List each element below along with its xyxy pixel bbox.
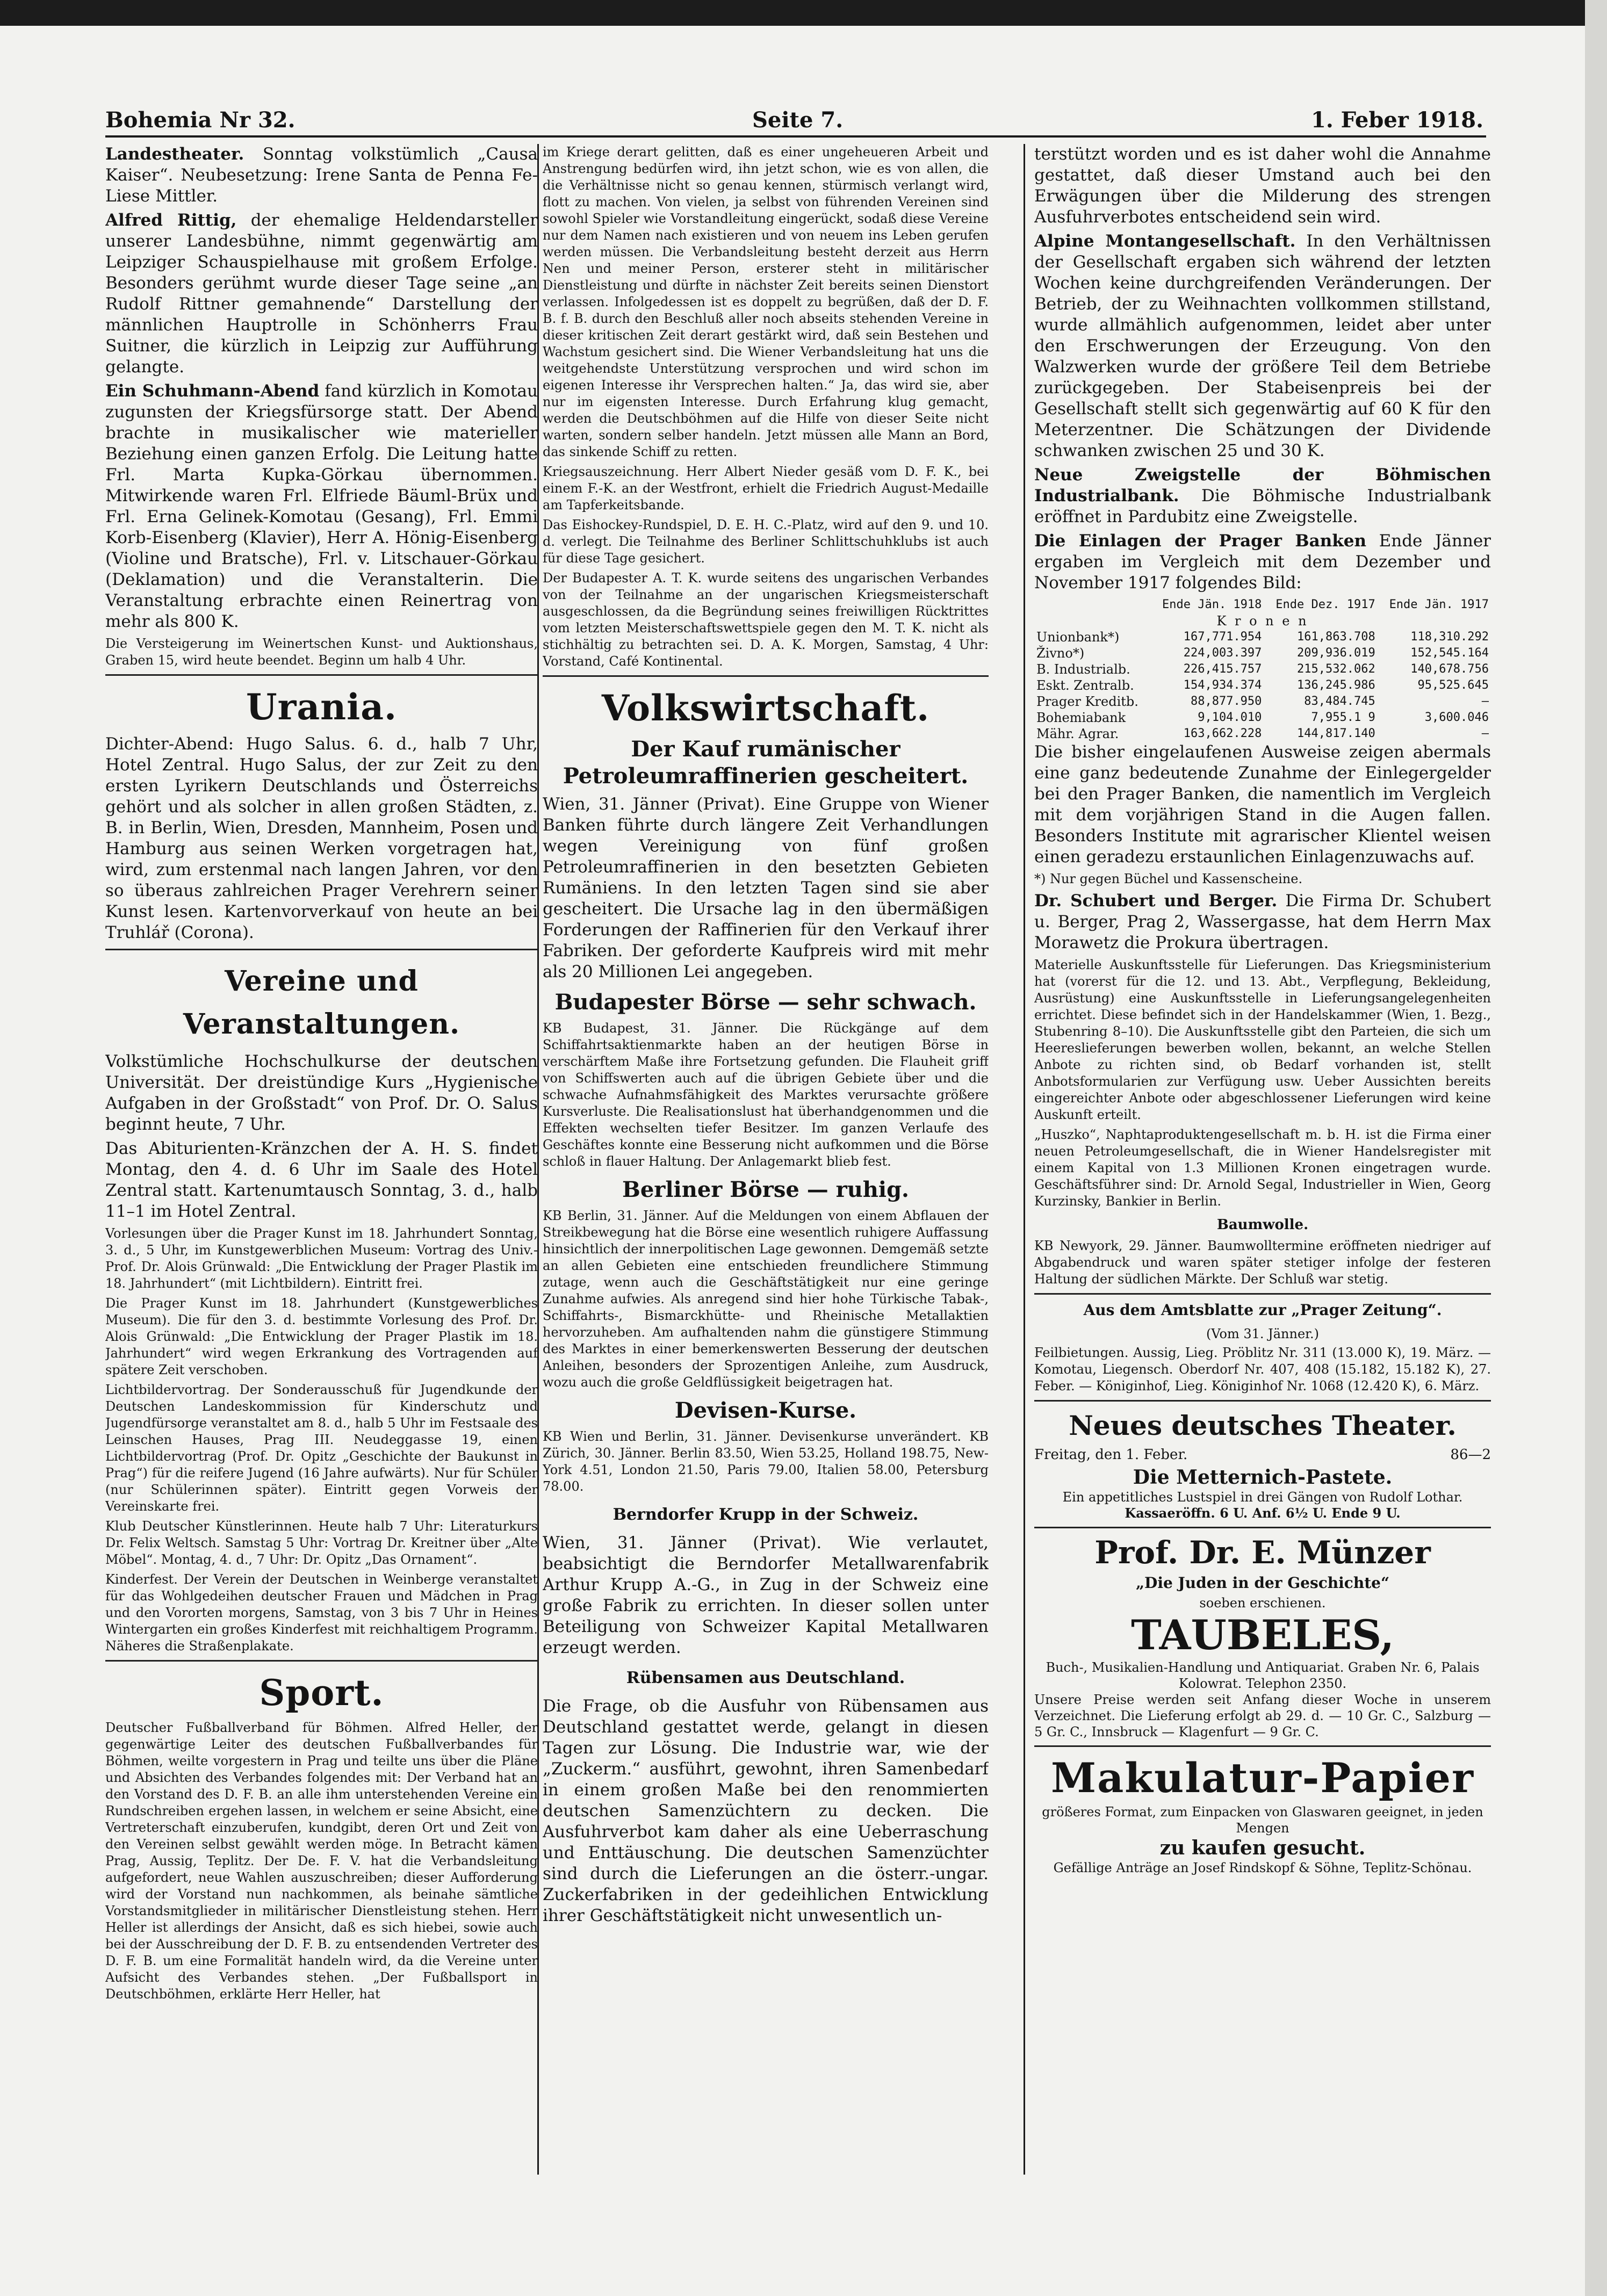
divider [105, 674, 538, 676]
notice-kinderfest: Kinderfest. Der Verein der Deutschen in Weinberge veranstaltet für das Wohlgedeihen deutscher Frauen und Mädchen in Prag und den Vororten morgens, Samstag, von 3 bis 7 Uhr in Heines Wintergarten ein großes Kinderfest mit reichhaltigem Programm. Näheres die Straßenplakate. [105, 1572, 538, 1654]
headline-berlin: Berliner Börse — ruhig. [622, 1177, 909, 1202]
muenzer-ad [1034, 1534, 1491, 1740]
article-sport-cont: im Kriege derart gelitten, daß es einer ungeheueren Arbeit und Anstrengung bedürfen wird, ihn jetzt schon, wie es von allen, die die Verhältnisse nicht so genau kennen, stürmisch verlangt wird, flott zu machen. Von vielen, ja selbst von führenden Vereinen sind sowohl Spieler wie Vorstandleitung eingerückt, sodaß diese Vereine nur dem Namen nach existieren und von neuem ins Leben gerufen werden müssen. Die Verbandsleitung besteht derzeit aus Herrn Nen und meiner Person, ersterer steht in militärischer Dienstleistung und dürfte in nächster Zeit bereits seinen Dienstort verlassen. Infolgedessen ist es doppelt zu begrüßen, daß der D. F. B. f. B. durch den Beschluß aller noch abseits stehenden Vereine in dieser kritischen Zeit derart gestärkt wird, daß sein Bestehen und Wachstum gesichert sind. Die Wiener Verbandsleitung hat uns die weitgehendste Unterstützung versprochen und wird schon im eigenen Interesse ihr Versprechen halten.“ Ja, das wird sie, aber nur im eigensten Interesse. Durch Erfahrung klug gemacht, werden die Deutschböhmen auf die Hilfe von dieser Seite nicht warten, sondern selber handeln. Jetzt müssen alle Mann an Bord, das sinkende Schiff zu retten. [543, 145, 989, 459]
theater-number: 86—2 [1450, 1447, 1491, 1463]
notice-eishockey: Das Eishockey-Rundspiel, D. E. H. C.-Platz, wird auf den 9. und 10. d. verlegt. Die Teilnahme des Berliner Schlittschuhklubs ist auch für diese Tage gesichert. [543, 517, 989, 566]
table-cell: Mähr. Agrar. [1036, 726, 1119, 741]
section-title-sport: Sport. [259, 1672, 384, 1714]
article-landestheater [105, 144, 538, 207]
notice-auction: Die Versteigerung im Weinertschen Kunst- und Auktionshaus, Graben 15, wird heute beendet. Beginn um halb 4 Uhr. [105, 636, 538, 668]
bank-deposits-table [1034, 597, 1491, 742]
notice-atk: Der Budapester A. T. K. wurde seitens des ungarischen Verbandes von der Teilnahme an der ungarischen Kriegsmeisterschaft ausgeschlossen, da die Begründung seines freiwilligen Rücktrittes vom letzten Meisterschaftswettspiele gegen den M. T. K. nicht als stichhältig zu betrachten sei. D. A. K. Morgen, Samstag, 4 Uhr: Vorstand, Café Kontinental. [543, 571, 989, 669]
muenzer-subtitle: „Die Juden in der Geschichte“ [1135, 1574, 1390, 1592]
makulatur-ad [1034, 1752, 1491, 1876]
headline-baumwolle: Baumwolle. [1216, 1217, 1309, 1233]
divider [1034, 1527, 1491, 1528]
article-einlagen-comment: Die bisher eingelaufenen Ausweise zeigen abermals eine ganz bedeutende Zunahme der Einlegergelder bei den Prager Banken, die namentlich im Vergleich mit dem vorjährigen Stand in die Augen fallen. Besonders Institute mit agrarischer Klientel weisen einen geradezu erstaunlichen Einlagenzuwachs auf. [1034, 742, 1491, 867]
theater-date: Freitag, den 1. Feber. [1034, 1447, 1188, 1463]
headline-devisen: Devisen-Kurse. [674, 1398, 857, 1423]
header-left: Bohemia Nr 32. [105, 107, 296, 133]
article-einlagen [1034, 531, 1491, 594]
headline-berndorfer: Berndorfer Krupp in der Schweiz. [612, 1505, 919, 1524]
article-alpine [1034, 231, 1491, 461]
table-cell: 136,245.986 [1297, 678, 1375, 692]
article-berndorfer: Wien, 31. Jänner (Privat). Wie verlautet, beabsichtigt die Berndorfer Metallwarenfabrik Arthur Krupp A.-G., in Zug in der Schweiz eine große Fabrik zu errichten. In dieser sollen unter Beteiligung von Schweizer Kapital Metallwaren erzeugt werden. [543, 1533, 989, 1657]
table-cell: 140,678.756 [1410, 662, 1489, 676]
headline-budapest: Budapester Börse — sehr schwach. [554, 990, 977, 1015]
theater-play: Die Metternich-Pastete. [1133, 1466, 1393, 1489]
table-row [1034, 710, 1491, 726]
table-cell: 83,484.745 [1304, 695, 1375, 708]
table-cell: Prager Kreditb. [1036, 694, 1138, 709]
makulatur-contact: Gefällige Anträge an Josef Rindskopf & Söhne, Teplitz-Schönau. [1053, 1860, 1472, 1875]
theater-title: Neues deutsches Theater. [1069, 1410, 1457, 1441]
lead: Die Einlagen der Prager Banken [1034, 531, 1367, 551]
article-urania: Dichter-Abend: Hugo Salus. 6. d., halb 7 Uhr, Hotel Zentral. Hugo Salus, der zur Zeit zu den ersten Lyrikern Deutschlands und Österreichs gehört und als solcher in allen großen Städten, z. B. in Berlin, Wien, Dresden, Mannheim, Posen und Hamburg aus seinen Werken vorgetragen hat, wird, zum erstenmal nach langen Jahren, vor den so überaus zahlreichen Prager Verehrern seiner Kunst lesen. Kartenvorverkauf von heute an bei Truhlář (Corona). [105, 734, 538, 942]
table-cell: 154,934.374 [1183, 678, 1262, 692]
lead: Ein Schuhmann-Abend [105, 381, 320, 401]
section-title-urania: Urania. [246, 686, 397, 728]
table-header-cell: Ende Dez. 1917 [1275, 598, 1375, 611]
table-cell: Eskt. Zentralb. [1036, 678, 1134, 693]
table-header-cell [1034, 597, 1150, 613]
lead: Landestheater. [105, 145, 244, 164]
scan-top-border [0, 0, 1607, 26]
table-cell: 118,310.292 [1410, 630, 1489, 644]
table-cell: 88,877.950 [1190, 695, 1262, 708]
article-ruebensamen: Die Frage, ob die Ausfuhr von Rübensamen aus Deutschland gestattet werde, gelangt in diesen Tagen zur Lösung. Die Industrie war, wie der „Zuckerm.“ ausführt, gewohnt, ihren Samenbedarf in einem großen Maße bei den renommierten deutschen Samenzüchtern zu decken. Die Ausfuhrverbot kam daher als eine Ueberraschung und Enttäuschung. Die deutschen Samenzüchter sind durch die Lieferungen an die österr.-ungar. Zuckerfabriken in der gedeihlichen Entwicklung ihrer Geschäftstätigkeit nicht unwesentlich un- [543, 1696, 989, 1925]
footnote: *) Nur gegen Büchel und Kassenscheine. [1034, 871, 1303, 886]
notice-prager-kunst: Die Prager Kunst im 18. Jahrhundert (Kunstgewerbliches Museum). Die für den 3. d. bestimmte Vorlesung des Prof. Dr. Alois Grünwald: „Die Entwicklung der Prager Plastik im 18. Jahrhundert“ wird wegen Erkrankung des Vortragenden auf spätere Zeit verschoben. [105, 1296, 538, 1377]
article-devisen: KB Wien und Berlin, 31. Jänner. Devisenkurse unverändert. KB Zürich, 30. Jänner. Berlin 83.50, Wien 53.25, Holland 198.75, New-York 4.51, London 21.50, Paris 79.00, Italien 58.00, Petersburg 78.00. [543, 1429, 989, 1494]
table-cell: 215,532.062 [1297, 662, 1375, 676]
theater-ad [1034, 1407, 1491, 1521]
article-schuhmann [105, 381, 538, 632]
divider [1034, 1400, 1491, 1402]
lead: Dr. Schubert und Berger. [1034, 891, 1278, 911]
makulatur-title: Makulatur-Papier [1050, 1754, 1475, 1802]
table-cell: 226,415.757 [1183, 662, 1262, 676]
table-row [1034, 645, 1491, 661]
article-industrialbank [1034, 465, 1491, 528]
headline-ruebensamen: Rübensamen aus Deutschland. [626, 1669, 905, 1687]
article-berlin: KB Berlin, 31. Jänner. Auf die Meldungen von einem Abflauen der Streikbewegung hat die Börse eine wesentlich ruhigere Auffassung hinsichtlich der innerpolitischen Lage gewonnen. Demgemäß setzte an allen Gebieten eine entschieden freundlichere Stimmung zutage, wenn auch die Geschäftstätigkeit nur eine geringe Zunahme aufwies. Als anregend sind hier hohe Türkische Tabak-, Schiffahrts-, Bismarckhütte- und Rheinische Metallaktien hervorzuheben. Am aufhaltenden nahm die günstigere Stimmung des Marktes in einer bemerkenswerten Besserung der deutschen Anleihen, besonders der Sprozentigen Anleihe, zum Ausdruck, wozu auch die große Geldflüssigkeit beigetragen hat. [543, 1208, 989, 1390]
table-cell: Unionbank*) [1036, 630, 1120, 645]
notice-lichtbild: Lichtbildervortrag. Der Sonderausschuß für Jugendkunde der Deutschen Landeskommission für Kinderschutz und Jugendfürsorge veranstaltet am 8. d., halb 5 Uhr im Festsaale des Leinschen Hauses, Prag III. Neudeggasse 19, einen Lichtbildervortrag (Prof. Dr. Opitz „Geschichte der Baukunst in Prag“) für die reifere Jugend (16 Jahre aufwärts). Nur für Schüler (nur Schülerinnen später). Eintritt gegen Vorweis der Vereinskarte frei. [105, 1382, 538, 1514]
table-cell: 152,545.164 [1410, 646, 1489, 660]
headline-petroleum: Der Kauf rumänischer Petroleumraffinerien gescheitert. [563, 737, 969, 789]
column-2 [543, 144, 989, 2228]
table-cell: 95,525.645 [1417, 678, 1489, 692]
table-row [1034, 677, 1491, 694]
lead: Alpine Montangesellschaft. [1034, 232, 1296, 251]
table-unit-row [1034, 613, 1491, 629]
table-row [1034, 694, 1491, 710]
table-cell: 144,817.140 [1297, 727, 1375, 740]
muenzer-note: soeben erschienen. [1199, 1595, 1326, 1611]
table-cell: 9,104.010 [1198, 711, 1262, 724]
lead: Neue Zweigstelle der Böhmischen Industrialbank. [1034, 465, 1491, 506]
lead: Alfred Rittig, [105, 211, 237, 230]
section-title-volkswirtschaft: Volkswirtschaft. [601, 687, 930, 729]
table-cell: — [1481, 727, 1489, 740]
table-cell: 224,003.397 [1183, 646, 1262, 660]
table-unit: K r o n e n [1216, 613, 1309, 629]
column-divider [1024, 144, 1025, 2175]
body: Sonntag volkstümlich „Causa Kaiser“. Neubesetzung: Irene Santa de Penna Fe-Liese Mittler. [105, 145, 538, 206]
article-schubert [1034, 891, 1491, 954]
table-cell: 3,600.046 [1424, 711, 1489, 724]
muenzer-title: Prof. Dr. E. Münzer [1094, 1534, 1431, 1571]
theater-description: Ein appetitliches Lustspiel in drei Gängen von Rudolf Lothar. [1062, 1490, 1463, 1505]
body: Ende Jänner ergaben im Vergleich mit dem Dezember und November 1917 folgendes Bild: [1034, 531, 1491, 593]
table-cell: Bohemiabank [1036, 710, 1126, 725]
header-date: 1. Feber 1918. [1311, 107, 1484, 133]
article-ausfuhr-cont: terstützt worden und es ist daher wohl die Annahme gestattet, daß dieser Umstand auch bei den Erwägungen über die Milderung des strengen Ausfuhrverbotes entscheidend sein wird. [1034, 145, 1491, 227]
body: Die Firma Dr. Schubert u. Berger, Prag 2, Wassergasse, hat dem Herrn Max Morawetz die Prokura übertragen. [1034, 891, 1491, 952]
scan-right-margin [1585, 0, 1607, 2296]
table-cell: 167,771.954 [1183, 630, 1262, 644]
divider [105, 1660, 538, 1662]
notice-vorlesungen: Vorlesungen über die Prager Kunst im 18. Jahrhundert Sonntag, 3. d., 5 Uhr, im Kunstgewerblichen Museum: Vortrag des Univ.-Prof. Dr. Alois Grünwald: „Die Entwicklung der Prager Plastik im 18. Jahrhundert“ (mit Lichtbildern). Eintritt frei. [105, 1226, 538, 1291]
table-header-row [1034, 597, 1491, 613]
theater-times: Kassaeröffn. 6 U. Anf. 6½ U. Ende 9 U. [1125, 1505, 1401, 1521]
table-row [1034, 726, 1491, 742]
makulatur-cta: zu kaufen gesucht. [1159, 1837, 1366, 1859]
table-cell: — [1481, 695, 1489, 708]
table-row [1034, 661, 1491, 677]
table-cell: B. Industrialb. [1036, 662, 1130, 677]
article-baumwolle: KB Newyork, 29. Jänner. Baumwolltermine eröffneten niedriger auf Abgabendruck und waren später stetiger infolge der festeren Haltung der südlichen Märkte. Der Schluß war stetig. [1034, 1238, 1491, 1287]
table-cell: 161,863.708 [1297, 630, 1375, 644]
table-cell: 163,662.228 [1183, 727, 1262, 740]
article-sport: Deutscher Fußballverband für Böhmen. Alfred Heller, der gegenwärtige Leiter des deutschen Fußballverbandes für Böhmen, weilte vorgestern in Prag und teilte uns über die Pläne und Absichten des Verbandes folgendes mit: Der Verband hat an den Vorstand des D. F. B. an alle ihm unterstehenden Vereine ein Rundschreiben ergehen lassen, in welchem er seine Absicht, eine Vertreterschaft einzuberufen, kundgibt, deren Ort und Zeit von den Vereinen selbst gewählt werden möge. In Betracht kämen Prag, Aussig, Teplitz. Der De. F. V. hat die Verbandsleitung aufgefordert, neue Wahlen auszuschreiben; dieser Aufforderung wird der Vorstand nun nachkommen, als beinahe sämtliche Vorstandsmitglieder in militärischer Dienstleistung stehen. Herr Heller ist allerdings der Ansicht, daß es sich hiebei, sowie auch bei der Ausschreibung der D. F. B. zu entsendenden Vertreter des D. F. B. um eine Formalität handeln wird, da die Vereine unter Aufsicht des Verbandes stehen. „Der Fußballsport in Deutschböhmen, erklärte Herr Heller, hat [105, 1720, 538, 2002]
table-header-cell: Ende Jän. 1918 [1162, 598, 1262, 611]
body: fand kürzlich in Komotau zugunsten der Kriegsfürsorge statt. Der Abend brachte in musikalischer wie materieller Beziehung einen ganzen Erfolg. Die Leitung hatte Frl. Marta Kupka-Görkau übernommen. Mitwirkende waren Frl. Elfriede Bäuml-Brüx und Frl. Erna Gelinek-Komotau (Gesang), Frl. Emmi Korb-Eisenberg (Klavier), Herr A. Hönig-Eisenberg (Violine und Bratsche), Frl. v. Litschauer-Görkau (Deklamation) und die Veranstalterin. Die Veranstaltung erbrachte einen Reinertrag von mehr als 800 K. [105, 381, 538, 631]
taubeles-address: Buch-, Musikalien-Handlung und Antiquariat. Graben Nr. 6, Palais Kolowrat. Telephon 2350. [1046, 1660, 1480, 1691]
table-header-cell: Ende Jän. 1917 [1389, 598, 1489, 611]
table-cell: Živno*) [1036, 646, 1085, 661]
divider [105, 949, 538, 950]
divider [543, 675, 989, 677]
makulatur-text: größeres Format, zum Einpacken von Glaswaren geeignet, in jeden Mengen [1042, 1804, 1483, 1836]
taubeles-title: TAUBELES, [1131, 1611, 1394, 1659]
article-huszko: „Huszko“, Naphtaproduktengesellschaft m. b. H. ist die Firma einer neuen Petroleumgesellschaft, die in Wiener Handelsregister mit einem Kapital von 1.3 Millionen Kronen eingetragen wurde. Geschäftsführer sind: Dr. Arnold Segal, Industrieller in Wien, Georg Kurzinsky, Bankier in Berlin. [1034, 1127, 1491, 1209]
taubeles-text: Unsere Preise werden seit Anfang dieser Woche in unserem Verzeichnet. Die Lieferung erfolgt ab 29. d. — 10 Gr. C., Salzburg — 5 Gr. C., Innsbruck — Klagenfurt — 9 Gr. C. [1034, 1692, 1491, 1739]
table-cell: 7,955.1 9 [1311, 711, 1375, 724]
table-cell: 209,936.019 [1297, 646, 1375, 660]
amtsblatt-date: (Vom 31. Jänner.) [1206, 1326, 1319, 1341]
body: der ehemalige Heldendarsteller unserer Landesbühne, nimmt gegenwärtig am Leipziger Schauspielhause mit großem Erfolge. Besonders gerühmt wurde dieser Tage seine „an Rudolf Rittner gemahnende“ Darstellung der männlichen Hauptrolle in Schönherrs Frau Suitner, die kürzlich in Leipzig zur Aufführung gelangte. [105, 211, 538, 377]
headline-amtsblatt: Aus dem Amtsblatte zur „Prager Zeitung“. [1083, 1301, 1442, 1319]
body: In den Verhältnissen der Gesellschaft ergaben sich während der letzten Wochen keine durchgreifenden Veränderungen. Der Betrieb, der zu Weihnachten vollkommen stillstand, wurde allmählich aufgenommen, leidet aber unter den Erschwerungen der Erzeugung. Von den Walzwerken wurde der größere Teil dem Betriebe zurückgegeben. Der Stabeisenpreis bei der Gesellschaft stellt sich gegenwärtig auf 60 K für den Meterzentner. Die Schätzungen der Dividende schwanken zwischen 25 und 30 K. [1034, 232, 1491, 460]
article-rittig [105, 210, 538, 378]
header-page-number: Seite 7. [752, 107, 844, 133]
body: Die Böhmische Industrialbank eröffnet in Pardubitz eine Zweigstelle. [1034, 486, 1491, 526]
header-rule [105, 135, 1486, 138]
article-auskunftsstelle: Materielle Auskunftsstelle für Lieferungen. Das Kriegsministerium hat (vorerst für die 12. und 13. Abt., Verpflegung, Bekleidung, Ausrüstung) eine Auskunftsstelle in Lieferungsangelegenheiten errichtet. Diese befindet sich in der Handelskammer (Wien, 1. Bezg., Stubenring 8–10). Die Auskunftsstelle gibt den Parteien, die sich um Heereslieferungen bewerben wollen, bekannt, an welche Stellen Anbote zu richten sind, ob Bedarf vorhanden ist, stellt Anbotsformularien zur Verfügung usw. Ueber Aussichten bereits eingereichter Anbote oder abgeschlossener Lieferungen wird keine Auskunft erteilt. [1034, 957, 1491, 1122]
column-3 [1034, 144, 1491, 2228]
article-amtsblatt: Feilbietungen. Aussig, Lieg. Pröblitz Nr. 311 (13.000 K), 19. März. — Komotau, Liegensch. Oberdorf Nr. 407, 408 (15.182, 15.182 K), 27. Feber. — Königinhof, Lieg. Königinhof Nr. 1068 (12.420 K), 6. März. [1034, 1345, 1491, 1394]
notice-kriegsauszeichnung: Kriegsauszeichnung. Herr Albert Nieder gesäß vom D. F. K., bei einem F.-K. an der Westfront, erhielt die Friedrich August-Medaille am Tapferkeitsbande. [543, 464, 989, 512]
divider [1034, 1745, 1491, 1747]
notice-kraenzchen: Das Abiturienten-Kränzchen der A. H. S. findet Montag, den 4. d. 6 Uhr im Saale des Hotel Zentral statt. Kartenumtausch Sonntag, 3. d., halb 11–1 im Hotel Zentral. [105, 1139, 538, 1221]
theater-date-row [1034, 1445, 1491, 1465]
article-petroleum: Wien, 31. Jänner (Privat). Eine Gruppe von Wiener Banken führte durch längere Zeit Verhandlungen wegen Vereinigung von fünf großen Petroleumraffinerien in den besetzten Gebieten Rumäniens. In den letzten Tagen sind sie aber gescheitert. Die Ursache lag in den übermäßigen Forderungen der Raffinerien für den Verkauf ihrer Fabriken. Der geforderte Kaufpreis wird mit mehr als 20 Millionen Lei angegeben. [543, 795, 989, 981]
column-1 [105, 144, 538, 2228]
divider [1034, 1293, 1491, 1295]
section-title-vereine: Vereine und Veranstaltungen. [183, 965, 460, 1041]
notice-klub: Klub Deutscher Künstlerinnen. Heute halb 7 Uhr: Literaturkurs Dr. Felix Weltsch. Samstag 5 Uhr: Vortrag Dr. Kreitner über „Alte Möbel“. Montag, 4. d., 7 Uhr: Dr. Opitz „Das Ornament“. [105, 1519, 538, 1567]
notice-hochschulkurse: Volkstümliche Hochschulkurse der deutschen Universität. Der dreistündige Kurs „Hygienische Aufgaben in der Großstadt“ von Prof. Dr. O. Salus beginnt heute, 7 Uhr. [105, 1052, 538, 1134]
table-row [1034, 629, 1491, 645]
article-budapest: KB Budapest, 31. Jänner. Die Rückgänge auf dem Schiffahrtsaktienmarkte haben an der heutigen Börse in verschärftem Maße ihre Fortsetzung gefunden. Die Flauheit griff von Schiffswerten auch auf die übrigen Gebiete über und die schwache Aufnahmsfähigkeit des Marktes verursachte größere Kursverluste. Die Realisationslust hat überhandgenommen und die Effekten wechselten tiefer Besitzer. Im ganzen Verlaufe des Geschäftes konnte eine Besserung nicht aufkommen und die Börse schloß in flauer Haltung. Der Anlagemarkt blieb fest. [543, 1021, 989, 1169]
